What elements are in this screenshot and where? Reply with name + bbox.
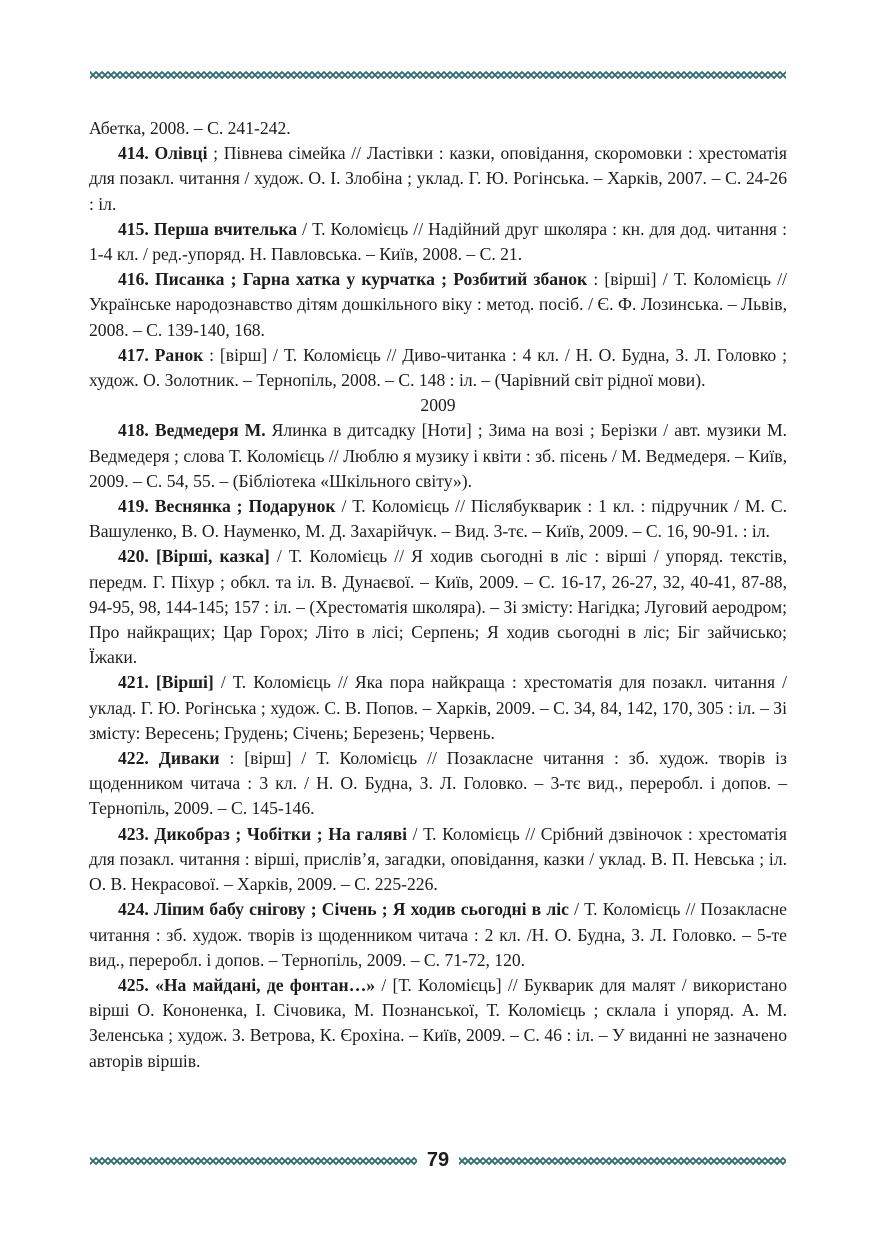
entry-title: [Вірші, казка] — [155, 546, 270, 567]
bibliography-entry — [89, 494, 787, 544]
bibliography-entry — [89, 822, 787, 898]
entry-details: : [вірш] / Т. Коломієць // Позакласне читання : зб. худож. творів із щоденником читача : 3 кл. / Н. О. Будна, З. Л. Головко. – 3-тє вид., переробл. і допов. – Тернопіль, 2009. – С. 145-146. — [89, 748, 787, 819]
entry-number: 422. — [118, 748, 149, 769]
bibliography-entry — [89, 670, 787, 746]
entry-details: Ялинка в дитсадку [Ноти] ; Зима на возі ; Берізки / авт. музики М. Ведмедеря ; слова Т. Коломієць // Люблю я музику і квіти : зб. пісень / М. Ведмедеря. – Київ, 2009. – С. 54, 55. – (Бібліотека «Шкільного світу»). — [89, 420, 787, 491]
bibliography-entry — [89, 418, 787, 494]
entry-number: 418. — [118, 420, 149, 441]
entry-number: 414. — [118, 143, 149, 164]
entries-before-2009 — [89, 141, 787, 393]
entry-number: 423. — [118, 823, 149, 844]
entries-2009 — [89, 418, 787, 1073]
entry-title: Дикобраз ; Чобітки ; На галяві — [154, 823, 408, 844]
page-number: 79 — [426, 1149, 450, 1171]
entry-title: Перша вчителька — [153, 218, 298, 239]
entry-title: Диваки — [158, 748, 220, 769]
bibliography-entry — [89, 973, 787, 1074]
entry-number: 419. — [118, 496, 149, 517]
bibliography-entry — [89, 217, 787, 267]
entry-title: Олівці — [154, 143, 208, 164]
entry-number: 415. — [118, 218, 149, 239]
entry-details: / Т. Коломієць // Позакласне читання : зб. худож. творів із щоденником читача : 2 кл. /Н. О. Будна, З. Л. Головко. – 5-те вид., переробл. і допов. – Тернопіль, 2009. – С. 71-72, 120. — [89, 899, 787, 970]
entry-title: Писанка ; Гарна хатка у курчатка ; Розбитий збанок — [154, 269, 588, 290]
bibliography-entry — [89, 897, 787, 973]
entry-title: Ведмедеря М. — [154, 420, 266, 441]
entry-details: / Т. Коломієць // Післябукварик : 1 кл. : підручник / М. С. Вашуленко, В. О. Науменко, М. Д. Захарійчук. – Вид. 3-тє. – Київ, 2009. – С. 16, 90-91. : іл. — [89, 496, 787, 542]
entry-title: Ліпим бабу снігову ; Січень ; Я ходив сьогодні в ліс — [153, 899, 569, 920]
entry-details: / Т. Коломієць // Яка пора найкраща : хрестоматія для позакл. читання / уклад. Г. Ю. Рогінська ; худож. С. В. Попов. – Харків, 2009. – С. 34, 84, 142, 170, 305 : іл. – Зі змісту: Вересень; Грудень; Січень; Березень; Червень. — [89, 672, 787, 743]
bibliography-entry — [89, 544, 787, 670]
entry-details: / Т. Коломієць // Я ходив сьогодні в ліс : вірші / упоряд. текстів, передм. Г. Піхур ; обкл. та іл. В. Дунаєвої. – Київ, 2009. – С. 16-17, 26-27, 32, 40-41, 87-88, 94-95, 98, 144-145; 157 : іл. – (Хрестоматія школяра). – Зі змісту: Нагідка; Луговий аеродром; Про найкращих; Цар Горох; Літо в лісі; Серпень; Я ходив сьогодні в ліс; Біг зайчисько; Їжаки. — [89, 546, 788, 668]
bibliography-entry — [89, 746, 787, 822]
entry-details: ; Півнева сімейка // Ластівки : казки, оповідання, скоромовки : хрестоматія для позакл. читання / худож. О. І. Злобіна ; уклад. Г. Ю. Рогінська. – Харків, 2007. – С. 24-26 : іл. — [89, 143, 787, 214]
top-ornament-divider — [90, 71, 786, 79]
entry-details: : [вірші] / Т. Коломієць // Українське народознавство дітям дошкільного віку : метод. посіб. / Є. Ф. Лозинська. – Львів, 2008. – С. 139-140, 168. — [89, 269, 787, 340]
continuation-line: Абетка, 2008. – С. 241-242. — [89, 118, 291, 138]
entry-number: 425. — [118, 974, 149, 995]
bibliography-text — [89, 116, 787, 1074]
entry-details: / Т. Коломієць // Срібний дзвіночок : хрестоматія для позакл. читання : вірші, прислів’я, загадки, оповідання, казки / уклад. В. П. Невська ; іл. О. В. Некрасової. – Харків, 2009. – С. 225-226. — [89, 823, 787, 895]
entry-title: [Вірші] — [155, 672, 214, 693]
entry-details: / [Т. Коломієць] // Букварик для малят / використано вірші О. Кононенка, І. Січовика, М. Познанської, Т. Коломієць ; склала і упоряд. А. М. Зеленська ; худож. З. Ветрова, К. Єрохіна. – Київ, 2009. – С. 46 : іл. – У виданні не зазначено авторів віршів. — [89, 974, 787, 1071]
entry-number: 420. — [118, 546, 149, 567]
year-heading: 2009 — [420, 395, 456, 416]
entry-number: 417. — [118, 344, 149, 365]
bibliography-entry — [89, 267, 787, 343]
entry-details: / Т. Коломієць // Надійний друг школяра : кн. для дод. читання : 1-4 кл. / ред.-упоряд. Н. Павловська. – Київ, 2008. – С. 21. — [89, 218, 787, 265]
entry-number: 416. — [118, 269, 149, 290]
bibliography-entry — [89, 343, 787, 393]
entry-details: : [вірш] / Т. Коломієць // Диво-читанка : 4 кл. / Н. О. Будна, З. Л. Головко ; худож. О. Золотник. – Тернопіль, 2008. – С. 148 : іл. – (Чарівний світ рідної мови). — [89, 344, 787, 391]
entry-number: 424. — [118, 899, 149, 920]
bottom-right-ornament-divider — [459, 1157, 786, 1165]
entry-title: «На майдані, де фонтан…» — [155, 974, 376, 995]
bottom-left-ornament-divider — [90, 1157, 417, 1165]
entry-title: Ранок — [154, 344, 204, 365]
bibliography-entry — [89, 141, 787, 217]
entry-number: 421. — [118, 672, 149, 693]
entry-title: Веснянка ; Подарунок — [154, 496, 336, 517]
